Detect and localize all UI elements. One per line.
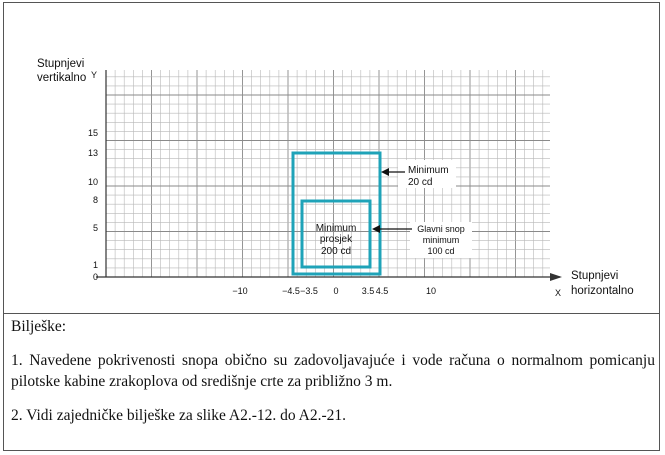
x-tick-3-5: 3.5 — [361, 286, 375, 296]
main-beam-label-line1: Glavni snop — [417, 224, 465, 234]
y-axis-letter: Y — [91, 70, 98, 80]
x-tick-10: 10 — [425, 286, 437, 296]
x-tick-minus-4-5: −4.5 — [282, 286, 300, 296]
y-axis-label-line1: Stupnjevi — [37, 58, 85, 70]
x-axis-label-line2: horizontalno — [571, 285, 634, 297]
outer-callout-arrow-icon — [381, 168, 389, 176]
note-1: 1. Navedene pokrivenosti snopa obično su zadovoljavajuće i vode računa o normalnom pomicanju pilotske kabine zrakoplova od središnje crte za približno 3 m. — [11, 352, 655, 390]
x-tick-0: 0 — [333, 286, 339, 296]
inner-box-label-line1: Minimum — [315, 223, 357, 234]
outer-box-label-line2: 20 cd — [408, 177, 433, 188]
x-tick-minus-3-5: −3.5 — [300, 286, 318, 296]
main-beam-label-line3: 100 cd — [427, 246, 455, 256]
x-tick-minus-10: −10 — [232, 286, 248, 296]
notes-section — [11, 316, 655, 426]
x-axis-label-line1: Stupnjevi — [571, 270, 619, 282]
notes-title: Bilješke: — [11, 318, 67, 335]
y-axis-label-line2: vertikalno — [37, 72, 87, 84]
note-2: 2. Vidi zajedničke bilješke za slike A2.-12. do A2.-21. — [11, 407, 346, 424]
y-tick-10: 10 — [87, 177, 98, 187]
inner-box-label-line3: 200 cd — [320, 246, 352, 257]
y-tick-0: 0 — [92, 272, 98, 282]
x-axis-letter: X — [555, 288, 562, 298]
x-tick-4-5: 4.5 — [375, 286, 389, 296]
y-tick-13: 13 — [87, 148, 98, 158]
y-tick-1: 1 — [92, 260, 98, 270]
notes-divider — [3, 313, 660, 314]
y-tick-15: 15 — [87, 128, 98, 138]
x-axis-arrow-icon — [550, 273, 562, 281]
outer-box-label-line1: Minimum — [408, 165, 449, 176]
y-tick-5: 5 — [92, 223, 98, 233]
main-beam-label-line2: minimum — [422, 235, 460, 245]
y-tick-8: 8 — [92, 195, 98, 205]
inner-box-label-line2: prosjek — [319, 234, 353, 245]
